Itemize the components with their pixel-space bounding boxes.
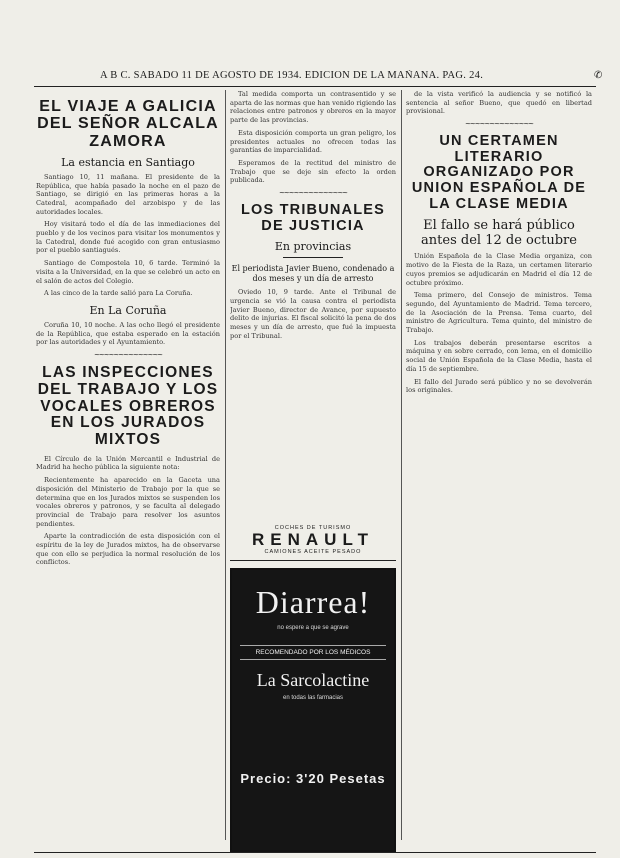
paragraph: El fallo del Jurado será público y no se devolverán los originales. [406,377,592,395]
ad-price: Precio: 3'20 Pesetas [240,771,386,786]
paragraph: Unión Española de la Clase Media organiza, con motivo de la Fiesta de la Raza, un certamen literario cuyos premios se adjudicarán en Madrid el día 12 de octubre próximo. [406,252,592,287]
paragraph: Hoy visitará todo el día de las inmediaciones del pueblo y de los vecinos para visitar los monumentos y la Catedral, donde fué acogido con gran entusiasmo por el pueblo santiagués. [36,220,220,255]
ad-line: en todas las farmacias [282,695,344,701]
column-rule-2 [401,90,402,840]
paragraph: Aparte la contradicción de esta disposición con el espíritu de la ley de Jurados mixtos, ha de observarse que con ello se perjudica la normal resolución de los conflictos. [36,532,220,567]
ad-line: COCHES DE TURISMO [274,525,352,531]
subhead-provincias: En provincias [274,240,352,254]
paragraph: El Círculo de la Unión Mercantil e Industrial de Madrid ha hecho pública la siguiente nota: [36,454,220,472]
sarcolactine-advertisement [230,568,396,852]
ad-line: no espere a que se agrave [277,625,349,631]
ad-headline: Diarrea! [255,584,371,620]
paragraph: Oviedo 10, 9 tarde. Ante el Tribunal de urgencia se vió la causa contra el periodista Javier Bueno, director de Avance, por supuesto delito de injurias. El fiscal solicitó la pena de dos meses y un día de arresto, que fué la impuesta por el Tribunal. [230,288,396,340]
headline-tribunales: LOS TRIBUNALES DE JUSTICIA [240,202,386,234]
subhead-fallo: El fallo se hará público antes del 12 de octubre [421,218,577,249]
paragraph: Tal medida comporta un contrasentido y se aparta de las normas que han venido rigiendo las relaciones entre patronos y obreros en la mayor parte de las provincias. [230,90,396,125]
column-2 [230,90,396,520]
paragraph: Recientemente ha aparecido en la Gaceta una disposición del Ministerio de Trabajo por la que se determina que en los Jurados mixtos se suspenden los vocales obreros y patronos, y se faculta al delegado provincial de Trabajo para resolver los asuntos pendientes. [36,476,220,528]
column-3 [406,90,592,850]
paragraph: Coruña 10, 10 noche. A las ocho llegó el presidente de la República, que estaba esperado en la estación por las autoridades y el Ayuntamiento. [36,320,220,347]
paragraph: Esta disposición comporta un gran peligro, los presidentes actuales no ofrecen todas las garantías de imparcialidad. [230,128,396,155]
paragraph: A las cinco de la tarde salió para La Coruña. [44,289,193,298]
paragraph: Santiago 10, 11 mañana. El presidente de la República, que había pasado la noche en el pazo de Santiago, se dirigió en las primeras horas a la Catedral, acompañado del arzobispo y de las autoridades locales. [36,172,220,216]
paragraph: Santiago de Compostela 10, 6 tarde. Terminó la visita a la Universidad, en la que se celebró un acto en el salón de actos del Colegio. [36,259,220,285]
subhead-coruna: En La Coruña [89,303,167,317]
paragraph: Los trabajos deberán presentarse escritos a máquina y en sobre cerrado, con lema, en el domicilio social de Unión Española de la Clase Media, hasta el día 15 de septiembre. [406,338,592,373]
page-mark-icon: ✆ [594,70,603,81]
ad-band: RECOMENDADO POR LOS MÉDICOS [240,645,386,660]
short-rule [283,257,343,258]
paragraph: Tema primero, del Consejo de ministros. Tema segundo, del Ayuntamiento de Madrid. Tema tercero, de la Asociación de la Prensa. Tema cuarto, del ministro de Agricultura. Tema quinto, del ministro de Trabajo. [406,291,592,335]
ad-brand: RENAULT [252,530,374,549]
renault-advertisement [230,522,396,561]
footer-rule [34,852,596,853]
ad-brand: La Sarcolactine [256,670,370,690]
header-rule [34,86,596,87]
column-rule-1 [225,90,226,840]
subhead-santiago: La estancia en Santiago [61,155,195,169]
ornament-divider: ~~~~~~~~~~~~~~ [278,189,348,198]
headline-certamen: UN CERTAMEN LITERARIO ORGANIZADO POR UNION ESPAÑOLA DE LA CLASE MEDIA [411,133,587,212]
ornament-divider: ~~~~~~~~~~~~~~ [93,351,163,360]
ad-line: CAMIONES ACEITE PESADO [264,549,362,555]
headline-inspecciones: LAS INSPECCIONES DEL TRABAJO Y LOS VOCALES OBREROS EN LOS JURADOS MIXTOS [37,364,219,448]
paragraph: Esperamos de la rectitud del ministro de Trabajo que se deje sin efecto la orden publicada. [230,158,396,185]
column-1 [36,90,220,850]
headline-viaje-galicia: EL VIAJE A GALICIA DEL SEÑOR ALCALA ZAMORA [37,98,219,150]
ornament-divider: ~~~~~~~~~~~~~~ [464,120,534,129]
subhead-periodista: El periodista Javier Bueno, condenado a dos meses y un día de arresto [231,264,395,284]
page-header: A B C. SABADO 11 DE AGOSTO DE 1934. EDICION DE LA MAÑANA. PAG. 24. [100,70,484,81]
paragraph: de la vista verificó la audiencia y se notificó la sentencia al señor Bueno, que quedó en libertad provisional. [406,90,592,116]
